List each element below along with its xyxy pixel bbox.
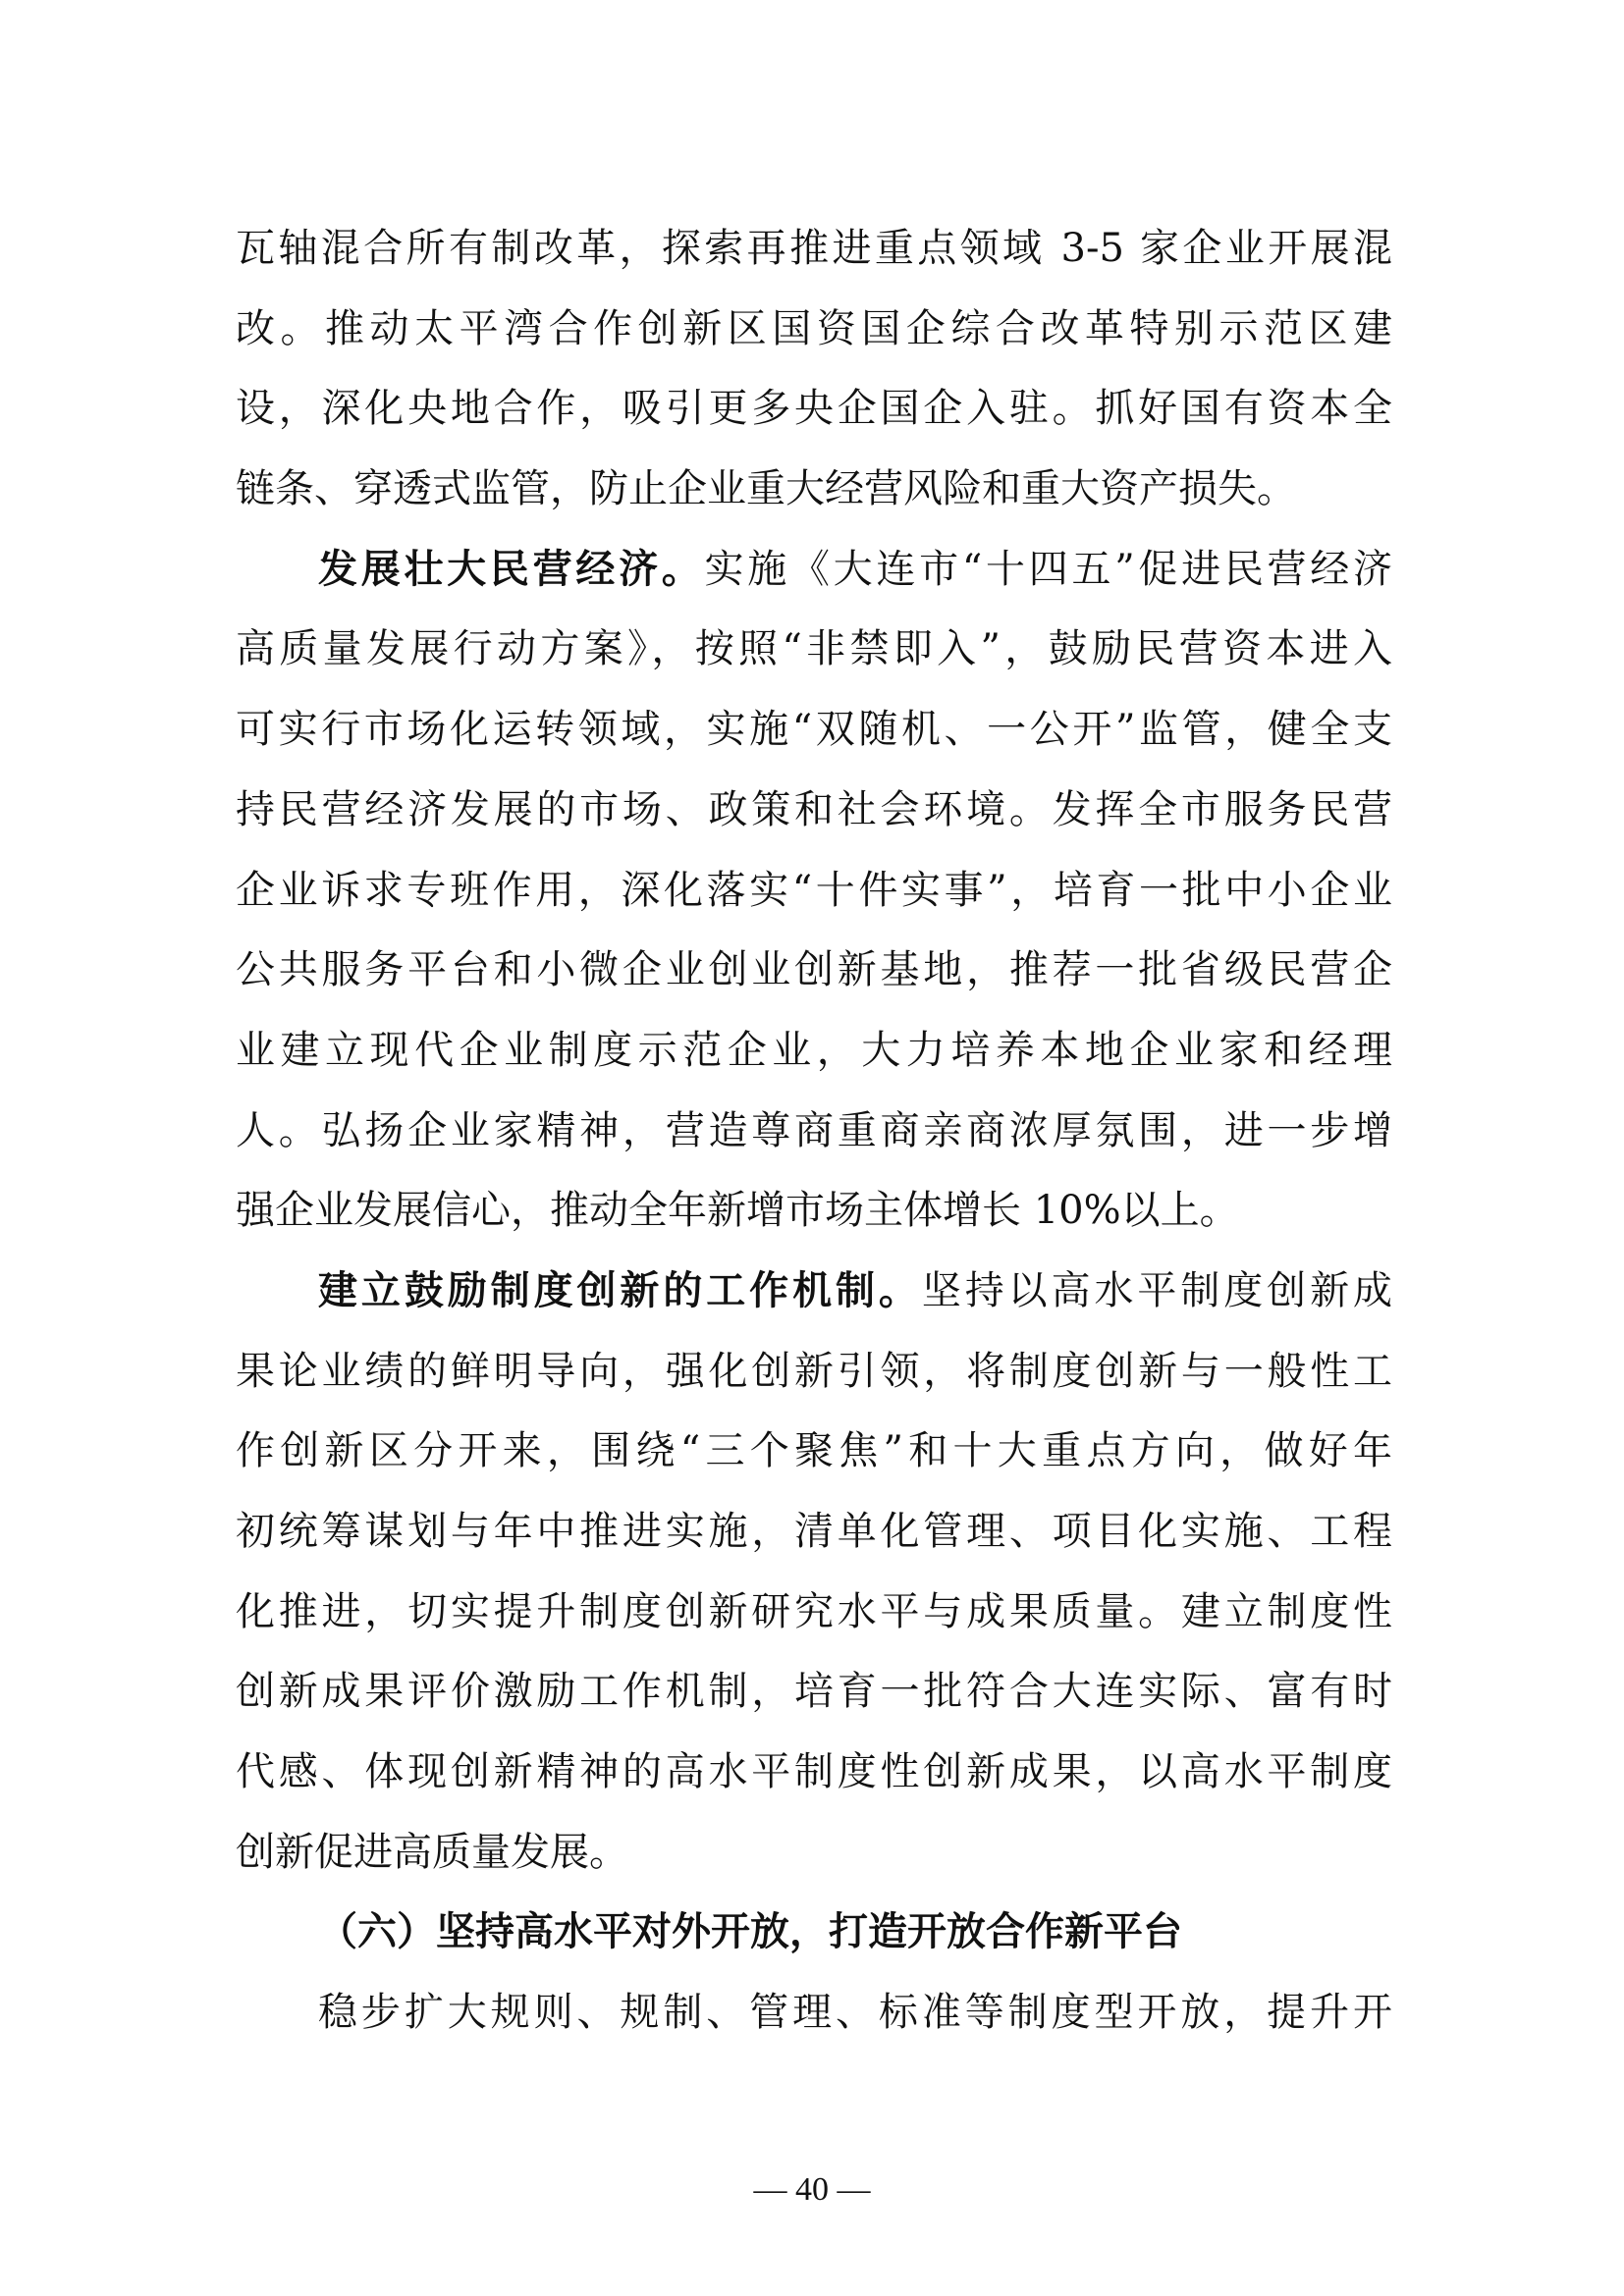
paragraph-lead-heading: 发展壮大民营经济。 [318,546,705,592]
text-line: 业建立现代企业制度示范企业，大力培养本地企业家和经理 [236,1027,1392,1073]
text-line: 创新促进高质量发展。 [236,1829,628,1875]
text-line: 链条、穿透式监管，防止企业重大经营风险和重大资产损失。 [236,466,1296,512]
body-text [236,209,1392,2054]
text-line [236,1252,1392,1332]
paragraph-soe-reform [236,209,1392,530]
text-line: 作创新区分开来，围绕“三个聚焦”和十大重点方向，做好年 [236,1428,1392,1474]
text-line: 初统筹谋划与年中推进实施，清单化管理、项目化实施、工程 [236,1509,1392,1554]
text-line [236,530,1392,611]
text-line: 企业诉求专班作用，深化落实“十件实事”，培育一批中小企业 [236,867,1392,913]
text-line: 可实行市场化运转领域，实施“双随机、一公开”监管，健全支 [236,707,1392,753]
text-line: 代感、体现创新精神的高水平制度性创新成果，以高水平制度 [236,1749,1392,1795]
text-run: 实施《大连市“十四五”促进民营经济 [704,546,1392,592]
text-line: 化推进，切实提升制度创新研究水平与成果质量。建立制度性 [236,1588,1392,1634]
text-line: 高质量发展行动方案》，按照“非禁即入”，鼓励民营资本进入 [236,626,1392,672]
paragraph-opening-up: 稳步扩大规则、规制、管理、标准等制度型开放，提升开 [318,1990,1392,2036]
page-number: — 40 — [753,2171,871,2208]
text-line: 瓦轴混合所有制改革，探索再推进重点领域 3-5 家企业开展混 [236,226,1392,271]
text-line: 人。弘扬企业家精神，营造尊商重商亲商浓厚氛围，进一步增 [236,1107,1392,1153]
paragraph-lead-heading: 建立鼓励制度创新的工作机制。 [318,1267,922,1313]
text-line: 果论业绩的鲜明导向，强化创新引领，将制度创新与一般性工 [236,1348,1392,1394]
text-line: 设，深化央地合作，吸引更多央企国企入驻。抓好国有资本全 [236,386,1392,432]
section-heading: （六）坚持高水平对外开放，打造开放合作新平台 [318,1909,1182,1955]
paragraph-institutional-innovation [236,1252,1392,1894]
paragraph-private-economy [236,530,1392,1252]
text-run: 坚持以高水平制度创新成 [921,1267,1393,1313]
text-line: 强企业发展信心，推动全年新增市场主体增长 10%以上。 [236,1188,1239,1234]
text-line: 创新成果评价激励工作机制，培育一批符合大连实际、富有时 [236,1669,1392,1715]
text-line: 公共服务平台和小微企业创业创新基地，推荐一批省级民营企 [236,947,1392,993]
text-line: 改。推动太平湾合作创新区国资国企综合改革特别示范区建 [236,305,1392,351]
text-line: 持民营经济发展的市场、政策和社会环境。发挥全市服务民营 [236,786,1392,832]
